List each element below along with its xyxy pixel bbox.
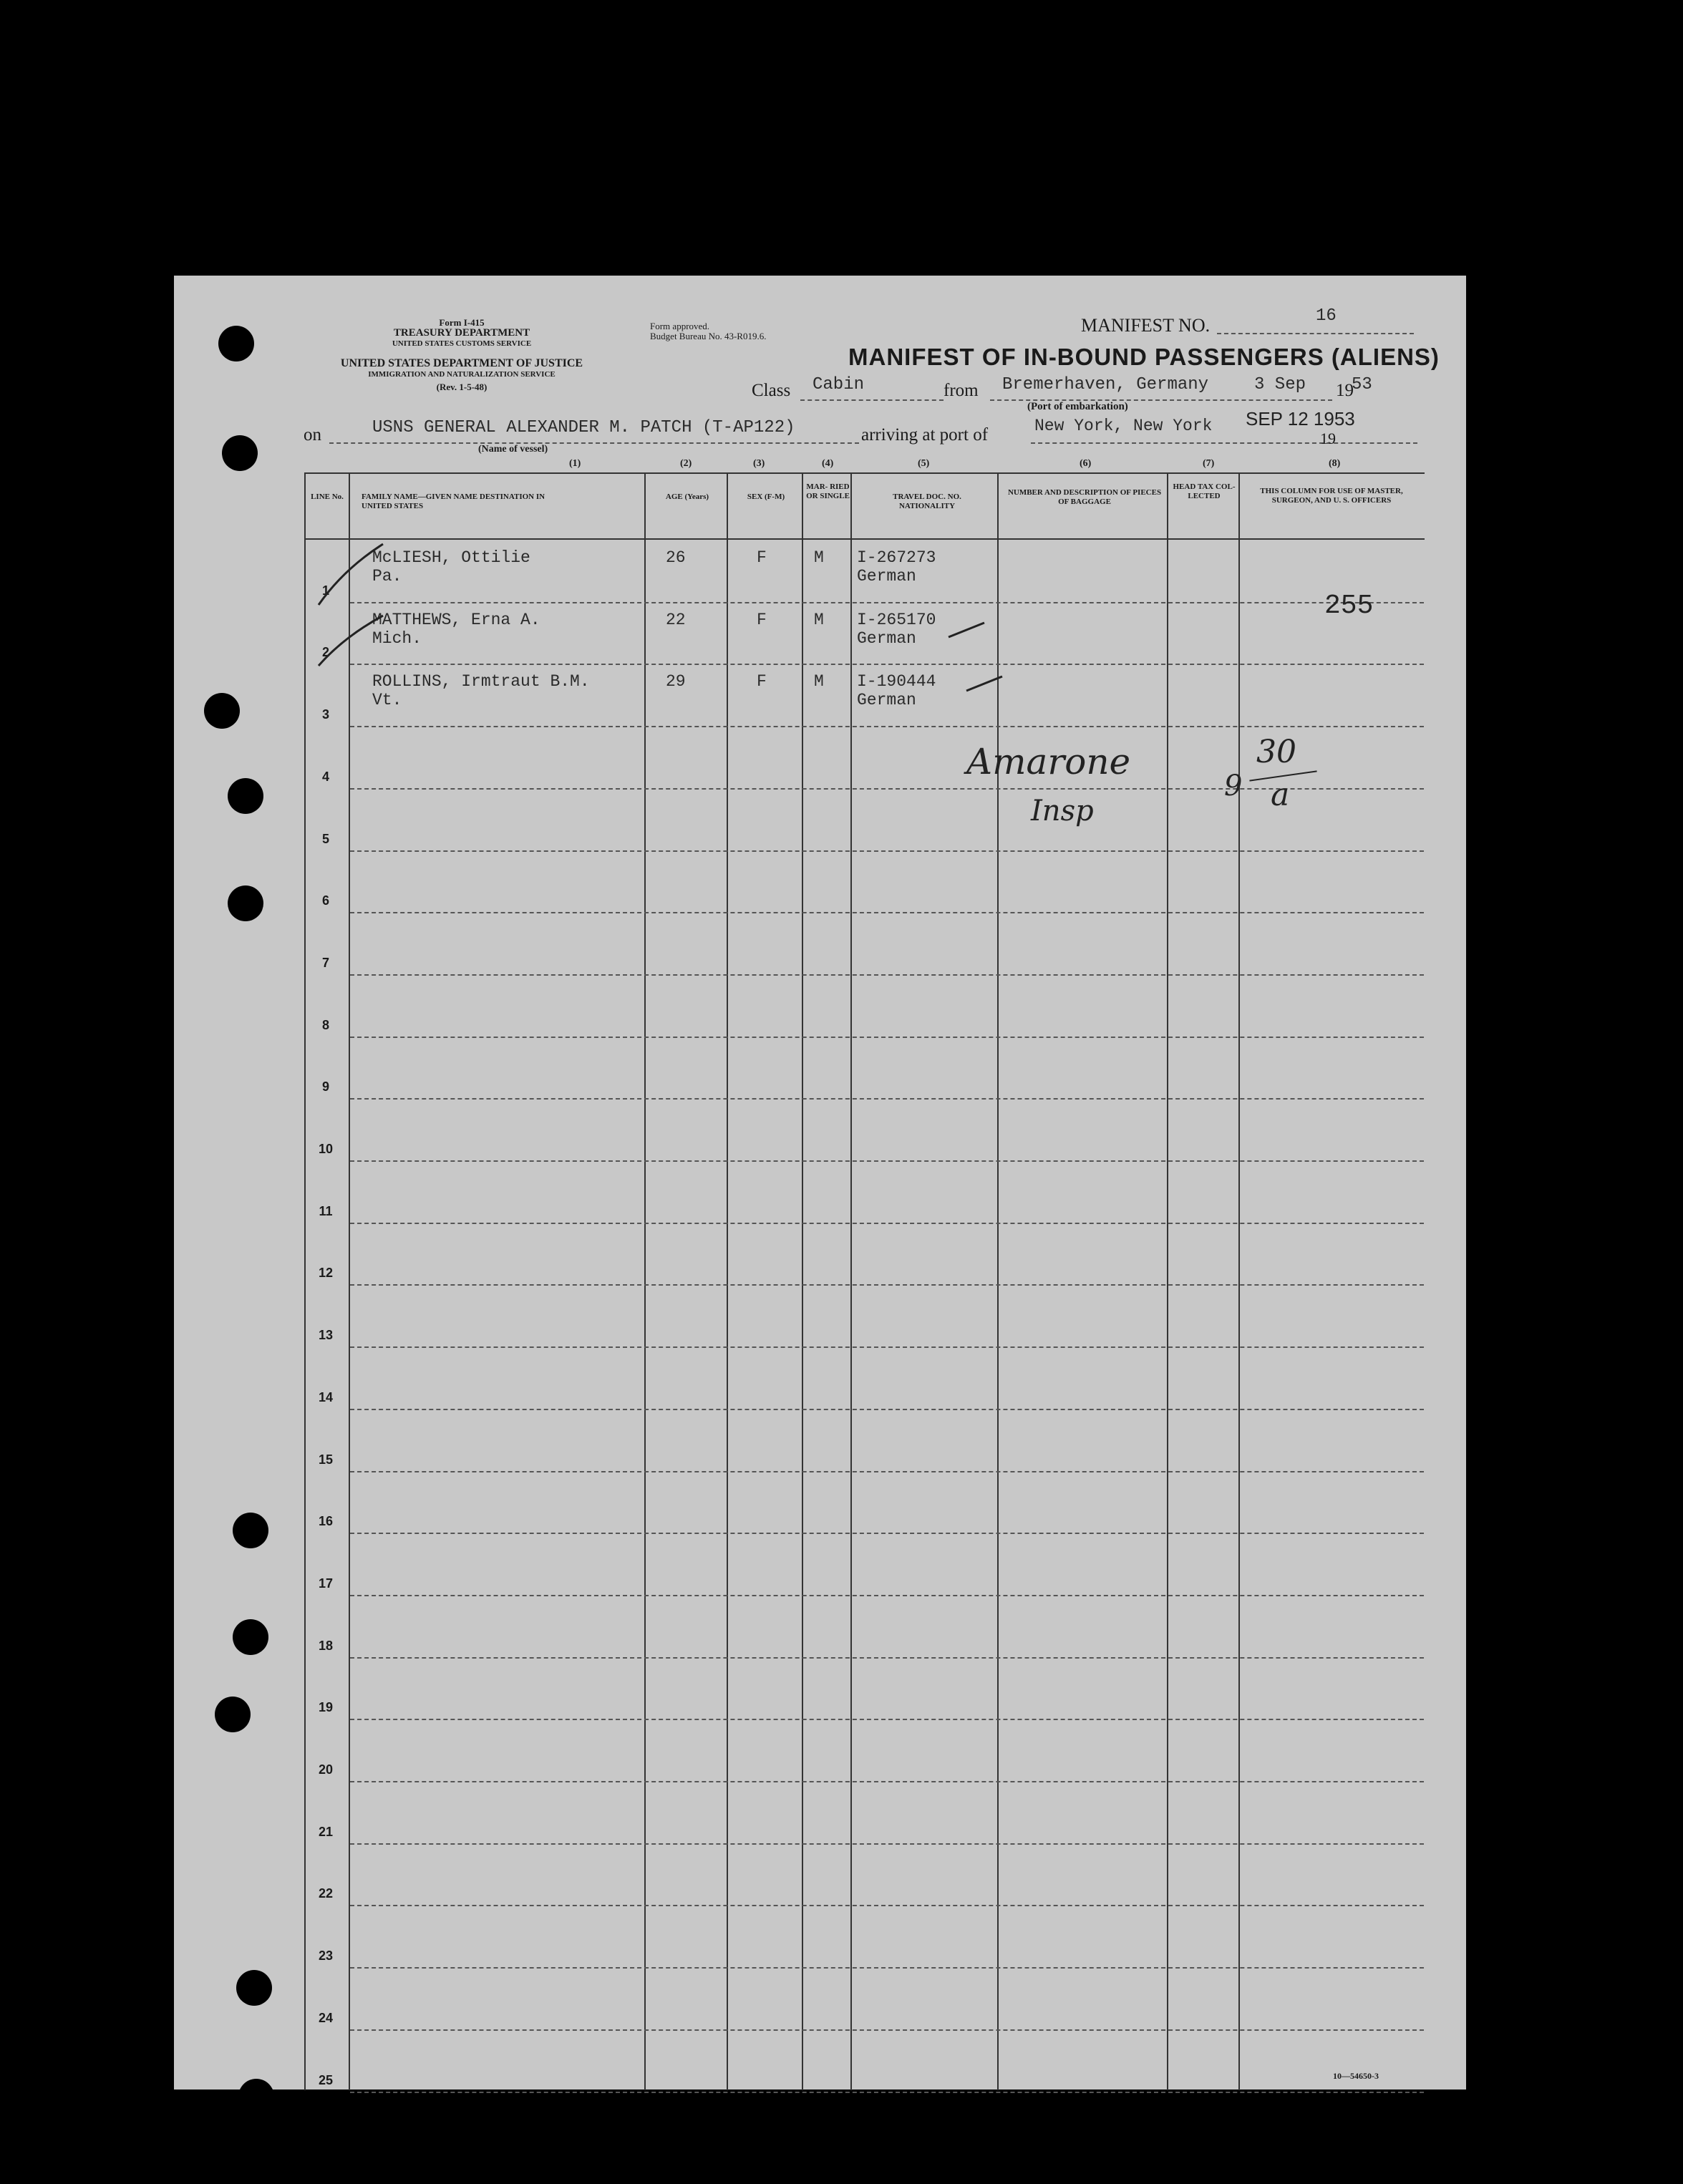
row-divider <box>350 1284 1424 1286</box>
row-divider <box>350 1843 1424 1845</box>
year-prefix: 19 <box>1336 381 1354 400</box>
row-divider <box>350 974 1424 976</box>
punch-hole <box>228 885 263 921</box>
punch-hole <box>204 693 240 729</box>
line-number: 20 <box>318 1762 334 1777</box>
passenger-name: ROLLINS, Irmtraut B.M. <box>372 672 590 691</box>
col-number-1: (1) <box>569 458 581 469</box>
col-divider <box>1167 472 1168 2090</box>
arriving-label: arriving at port of <box>861 425 989 445</box>
class-value: Cabin <box>813 375 865 394</box>
line-number: 13 <box>318 1328 334 1343</box>
line-number: 16 <box>318 1514 334 1529</box>
row-divider <box>350 1037 1424 1038</box>
punch-hole <box>238 2079 274 2115</box>
revision: (Rev. 1-5-48) <box>436 382 488 392</box>
budget-bureau: Budget Bureau No. 43-R019.6. <box>650 331 767 341</box>
punch-hole <box>236 1970 272 2006</box>
form-approved: Form approved. <box>650 321 710 331</box>
arrival-underline <box>1031 442 1417 444</box>
row-divider <box>350 602 1424 603</box>
header-officers: THIS COLUMN FOR USE OF MASTER, SURGEON, AND U. S. OFFICERS <box>1260 487 1403 505</box>
line-number: 25 <box>318 2072 334 2087</box>
fraction-prefix: 9 <box>1224 770 1243 802</box>
row-divider <box>350 1719 1424 1720</box>
vessel-underline <box>329 442 859 444</box>
row-divider <box>350 850 1424 852</box>
line-number: 22 <box>318 1886 334 1901</box>
line-number: 4 <box>321 769 329 784</box>
line-number: 1 <box>321 583 329 598</box>
ins-service: IMMIGRATION AND NATURALIZATION SERVICE <box>368 370 556 379</box>
arrival-port: New York, New York <box>1034 417 1213 435</box>
row-divider <box>350 1346 1424 1348</box>
inspector-title: Insp <box>1031 795 1094 828</box>
passenger-married: M <box>814 610 824 629</box>
punch-hole <box>233 1619 268 1655</box>
stamp-number: 255 <box>1324 591 1374 621</box>
line-number: 2 <box>321 645 329 660</box>
row-divider <box>350 1471 1424 1472</box>
line-number: 24 <box>318 2010 334 2025</box>
on-label: on <box>304 425 321 445</box>
row-divider <box>350 1657 1424 1659</box>
line-number: 5 <box>321 831 329 846</box>
header-bottom-border <box>304 538 1425 540</box>
punch-hole <box>218 326 254 361</box>
header-married: MAR- RIED OR SINGLE <box>806 482 850 500</box>
header-sex: SEX (F-M) <box>747 492 785 501</box>
inspector-signature: Amarone <box>966 741 1131 782</box>
manifest-no-underline <box>1217 333 1414 334</box>
from-label: from <box>944 381 979 400</box>
fraction-bottom: a <box>1271 777 1290 813</box>
passenger-doc: I-190444 <box>857 672 936 691</box>
punch-hole <box>233 1513 268 1548</box>
header-travel-doc: TRAVEL DOC. NO. NATIONALITY <box>893 492 961 510</box>
row-divider <box>350 1409 1424 1410</box>
col-divider <box>802 472 803 2090</box>
page-title: MANIFEST OF IN-BOUND PASSENGERS (ALIENS) <box>848 344 1440 370</box>
row-divider <box>350 2092 1424 2093</box>
check-mark-icon <box>315 612 387 669</box>
line-number: 10 <box>318 1142 334 1156</box>
passenger-nationality: German <box>857 691 916 710</box>
col-number-8: (8) <box>1329 458 1341 469</box>
line-number: 17 <box>318 1576 334 1591</box>
line-number: 9 <box>321 1079 329 1095</box>
passenger-married: M <box>814 672 824 691</box>
passenger-age: 29 <box>666 672 686 691</box>
from-value: Bremerhaven, Germany <box>1002 375 1209 394</box>
check-mark-icon <box>315 540 387 612</box>
row-divider <box>350 788 1424 790</box>
row-divider <box>350 1223 1424 1224</box>
passenger-dest: Pa. <box>372 567 402 586</box>
passenger-married: M <box>814 548 824 567</box>
row-divider <box>350 1905 1424 1906</box>
passenger-age: 26 <box>666 548 686 567</box>
col-number-6: (6) <box>1080 458 1092 469</box>
passenger-sex: F <box>757 610 767 629</box>
fraction-top: 30 <box>1256 734 1296 770</box>
row-divider <box>350 2029 1424 2031</box>
justice-dept: UNITED STATES DEPARTMENT OF JUSTICE <box>340 357 583 369</box>
passenger-nationality: German <box>857 567 916 586</box>
departure-date: 3 Sep <box>1254 375 1306 394</box>
row-divider <box>350 1781 1424 1782</box>
col-divider <box>997 472 999 2090</box>
arrival-date-stamp: SEP 12 1953 <box>1246 408 1355 429</box>
punch-hole <box>215 1697 251 1732</box>
manifest-no: 16 <box>1316 306 1337 326</box>
passenger-table <box>304 472 1425 2097</box>
punch-hole <box>228 778 263 814</box>
passenger-age: 22 <box>666 610 686 629</box>
header-baggage: NUMBER AND DESCRIPTION OF PIECES OF BAGGAGE <box>1007 488 1162 506</box>
punch-hole <box>222 435 258 471</box>
passenger-doc: I-267273 <box>857 548 936 567</box>
row-divider <box>350 912 1424 913</box>
col-number-4: (4) <box>822 458 834 469</box>
arrival-year-prefix: 19 <box>1320 429 1336 447</box>
treasury-dept: TREASURY DEPARTMENT <box>393 327 530 339</box>
passenger-dest: Vt. <box>372 691 402 710</box>
col-number-5: (5) <box>918 458 930 469</box>
line-number: 8 <box>321 1017 329 1032</box>
row-divider <box>350 1595 1424 1596</box>
col-divider <box>644 472 646 2090</box>
row-divider <box>350 1098 1424 1100</box>
passenger-dest: Mich. <box>372 628 422 648</box>
line-number: 21 <box>318 1824 334 1839</box>
line-number: 3 <box>321 707 329 722</box>
line-number: 18 <box>318 1638 334 1653</box>
table-top-border <box>304 472 1425 474</box>
vessel-caption: (Name of vessel) <box>478 444 548 455</box>
class-label: Class <box>752 381 791 400</box>
passenger-sex: F <box>757 548 767 567</box>
row-divider <box>350 1533 1424 1534</box>
row-divider <box>350 726 1424 727</box>
footer-code: 10—54650-3 <box>1333 2071 1379 2081</box>
line-number: 12 <box>318 1266 334 1281</box>
passenger-doc: I-265170 <box>857 610 936 629</box>
passenger-name: McLIESH, Ottilie <box>372 548 530 567</box>
line-number: 15 <box>318 1452 334 1467</box>
col-divider <box>1238 472 1240 2090</box>
col-divider <box>850 472 852 2090</box>
customs-service: UNITED STATES CUSTOMS SERVICE <box>392 339 532 348</box>
passenger-sex: F <box>757 672 767 691</box>
line-number: 14 <box>318 1389 334 1404</box>
col-divider <box>349 472 350 2090</box>
check-mark-icon <box>945 619 988 641</box>
manifest-no-label: MANIFEST NO. <box>1081 315 1211 336</box>
year-value: 53 <box>1352 375 1372 394</box>
line-number: 7 <box>321 955 329 970</box>
header-head-tax: HEAD TAX COL- LECTED <box>1173 482 1236 500</box>
row-divider <box>350 1160 1424 1162</box>
line-number: 19 <box>318 1700 334 1715</box>
port-embarkation-caption: (Port of embarkation) <box>1027 401 1128 412</box>
col-number-3: (3) <box>753 458 765 469</box>
header-name: FAMILY NAME—GIVEN NAME DESTINATION IN UNITED STATES <box>362 492 545 510</box>
header-line: LINE No. <box>311 492 344 501</box>
passenger-name: MATTHEWS, Erna A. <box>372 610 540 629</box>
col-divider <box>727 472 728 2090</box>
col-number-7: (7) <box>1203 458 1215 469</box>
line-number: 6 <box>321 893 329 908</box>
line-number: 23 <box>318 1948 334 1964</box>
class-underline <box>800 399 944 401</box>
form-number: Form I-415 <box>439 317 485 328</box>
line-number: 11 <box>319 1203 333 1218</box>
col-number-2: (2) <box>680 458 692 469</box>
header-age: AGE (Years) <box>665 492 709 501</box>
check-mark-icon <box>963 673 1006 694</box>
row-divider <box>350 664 1424 665</box>
vessel-name: USNS GENERAL ALEXANDER M. PATCH (T-AP122) <box>372 418 795 437</box>
row-divider <box>350 1967 1424 1969</box>
passenger-nationality: German <box>857 628 916 648</box>
